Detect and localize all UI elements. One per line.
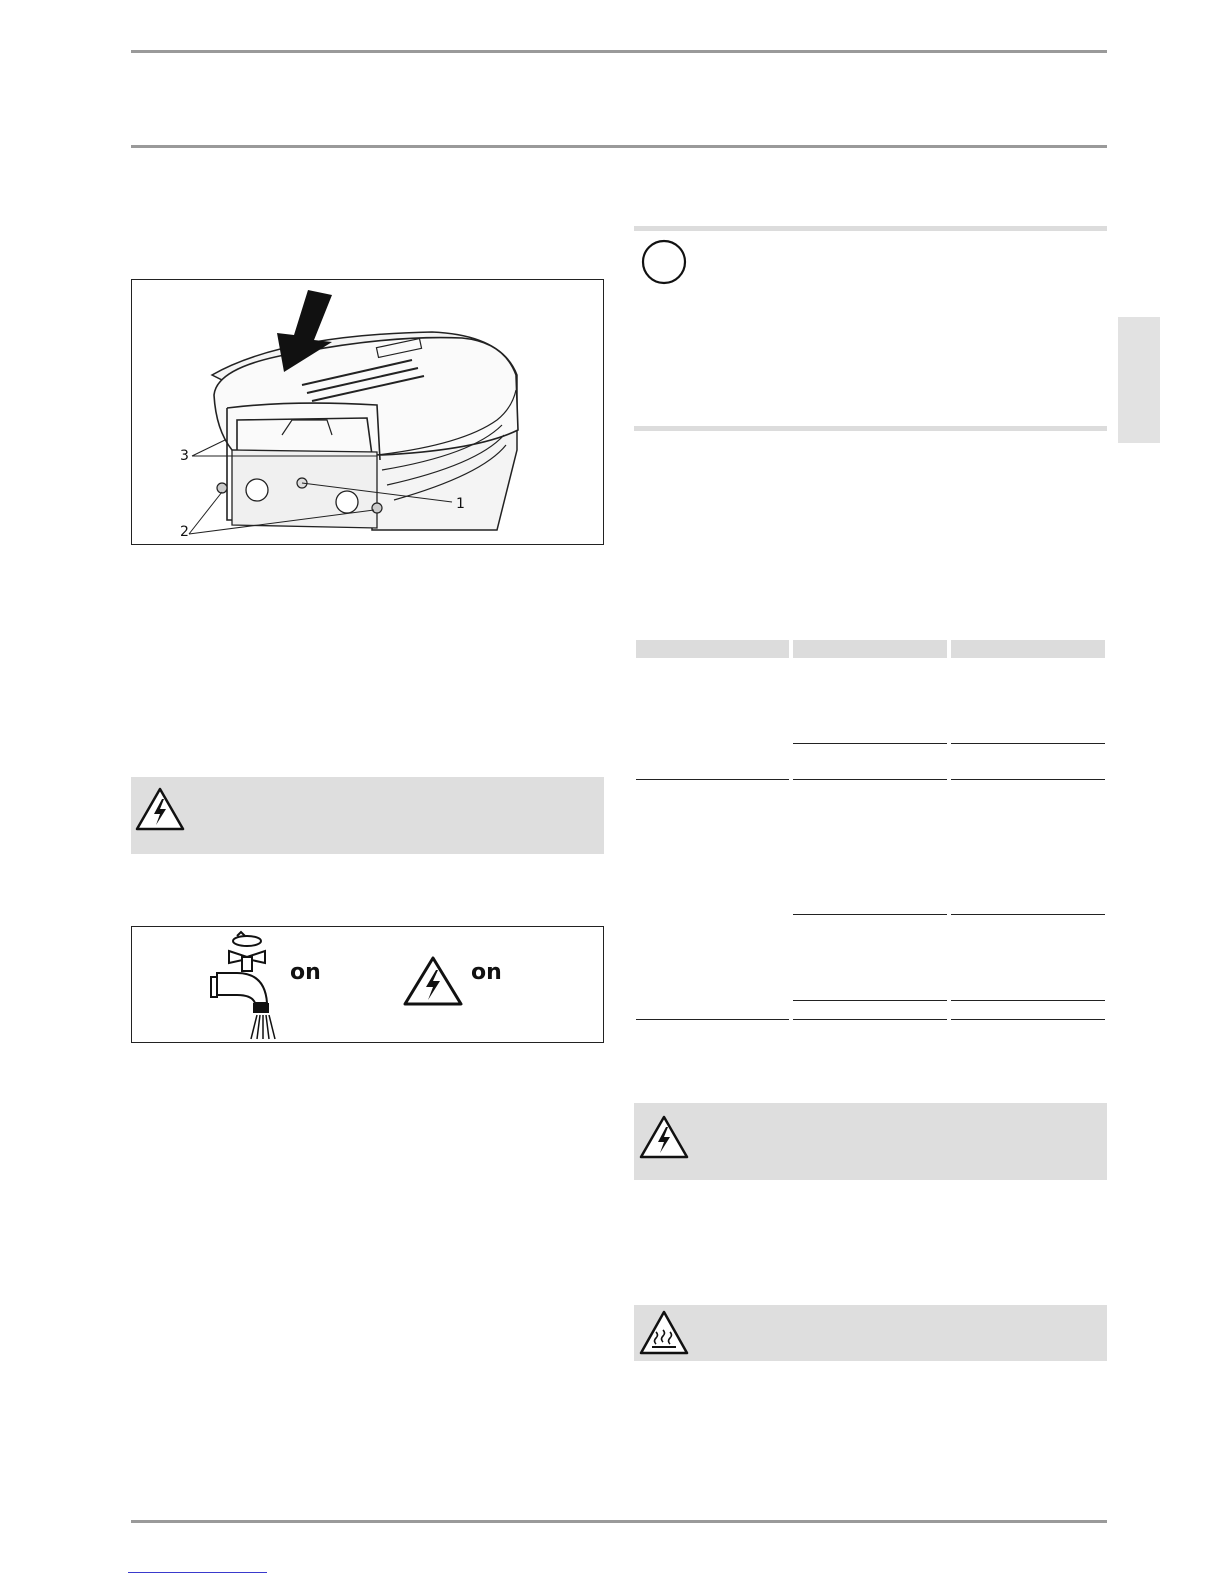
water-tap-icon bbox=[207, 929, 287, 1041]
table-row-line bbox=[951, 1000, 1105, 1001]
table-row-line bbox=[951, 1019, 1105, 1020]
table-row-line bbox=[636, 1019, 789, 1020]
supply-on-figure bbox=[131, 926, 604, 1043]
table-row-line bbox=[636, 779, 789, 780]
header-bottom-rule bbox=[131, 145, 1107, 148]
callout-1: 1 bbox=[456, 496, 465, 512]
table-header-col-1 bbox=[636, 640, 789, 658]
callout-2: 2 bbox=[180, 524, 189, 540]
table-row-line bbox=[793, 1019, 947, 1020]
table-row-line bbox=[793, 743, 947, 744]
electric-shock-warning-icon bbox=[639, 1115, 689, 1159]
device-cover-drawing bbox=[132, 280, 602, 543]
hot-surface-warning-panel bbox=[634, 1305, 1107, 1361]
footer-rule bbox=[131, 1520, 1107, 1523]
footer-link-underline[interactable] bbox=[128, 1572, 267, 1573]
table-header-col-2 bbox=[793, 640, 947, 658]
info-note-bottom-bar bbox=[634, 426, 1107, 431]
electric-warning-panel bbox=[131, 777, 604, 854]
header-top-rule bbox=[131, 50, 1107, 53]
power-on-label: on bbox=[471, 960, 502, 985]
info-note-top-bar bbox=[634, 226, 1107, 231]
table-row-line bbox=[951, 779, 1105, 780]
callout-3: 3 bbox=[180, 448, 189, 464]
electric-shock-warning-icon bbox=[402, 955, 464, 1007]
table-row-line bbox=[951, 914, 1105, 915]
table-row-line bbox=[793, 779, 947, 780]
table-row-line bbox=[793, 914, 947, 915]
info-circle-icon bbox=[640, 238, 688, 286]
water-on-label: on bbox=[290, 960, 321, 985]
hot-surface-warning-icon bbox=[639, 1310, 689, 1356]
table-header-col-3 bbox=[951, 640, 1105, 658]
chapter-tab bbox=[1118, 317, 1160, 443]
table-row-line bbox=[951, 743, 1105, 744]
table-row-line bbox=[793, 1000, 947, 1001]
electric-warning-panel-right bbox=[634, 1103, 1107, 1180]
electric-shock-warning-icon bbox=[135, 787, 185, 831]
device-cover-figure bbox=[131, 279, 604, 545]
